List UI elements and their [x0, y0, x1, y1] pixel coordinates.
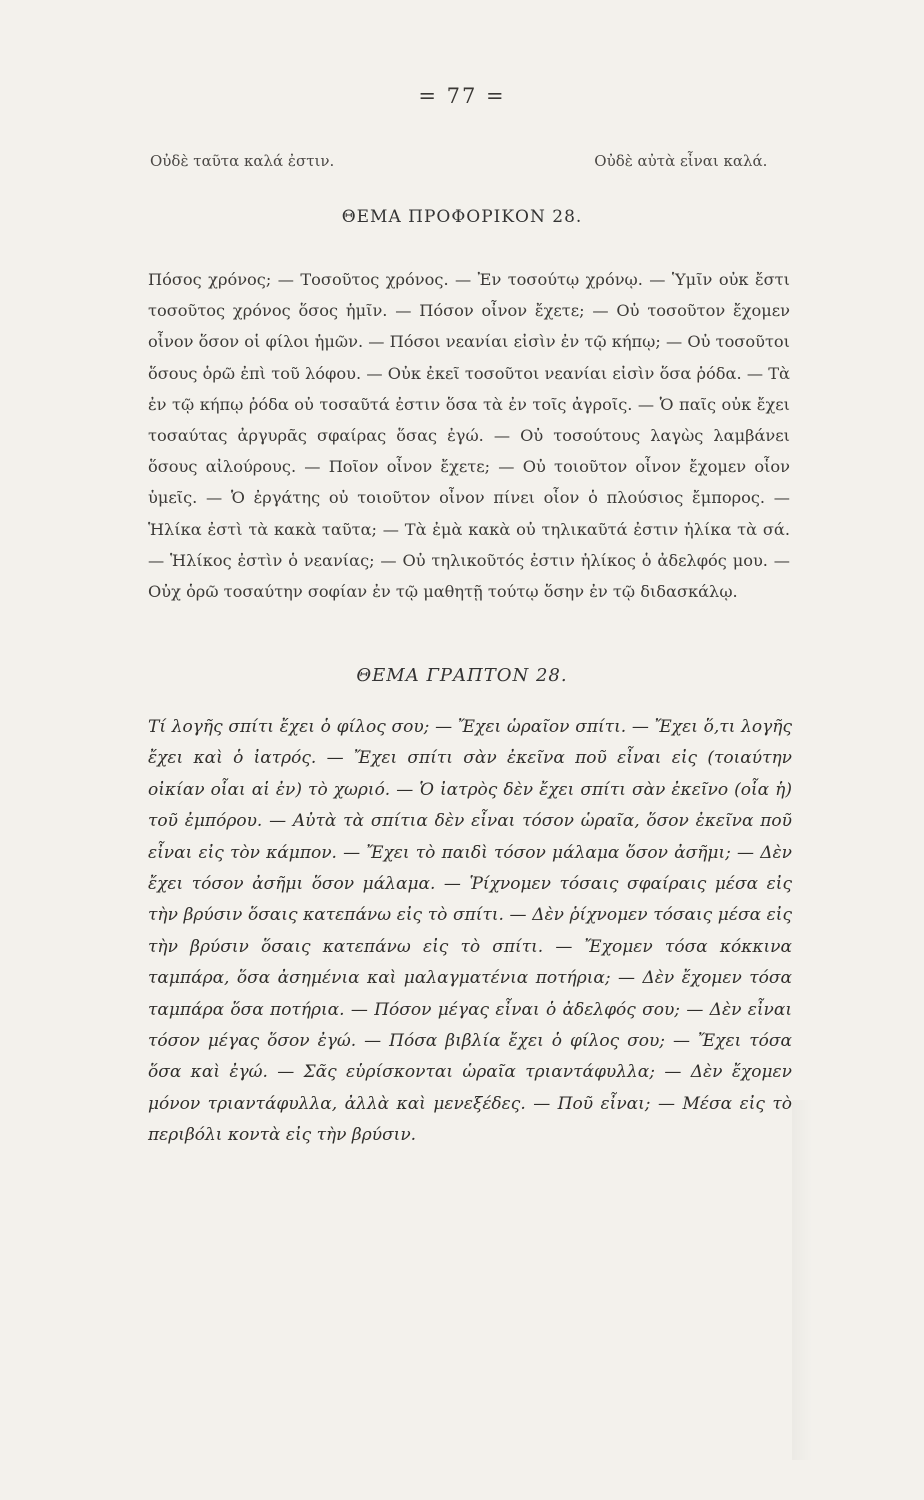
previous-exercise-right: Οὐδὲ αὐτὰ εἶναι καλά. — [594, 152, 768, 170]
page-number: = 77 = — [418, 84, 506, 108]
page-edge-shadow — [792, 1100, 812, 1460]
previous-exercise-ending — [150, 152, 790, 170]
previous-exercise-left: Οὐδὲ ταῦτα καλά ἐστιν. — [150, 152, 335, 170]
written-exercise-text: Τί λογῆς σπίτι ἔχει ὁ φίλος σου; — Ἔχει ὡραῖον σπίτι. — Ἔχει ὅ,τι λογῆς ἔχει καὶ ὁ ἰατρός. — Ἔχει σπίτι σὰν ἐκεῖνα ποῦ εἶναι εἰς (τοιαύτην οἰκίαν οἷαι αἱ ἐν) τὸ χωριό. — Ὁ ἰατρὸς δὲν ἔχει σπίτι σὰν ἐκεῖνο (οἷα ἡ) τοῦ ἐμπόρου. — Αὐτὰ τὰ σπίτια δὲν εἶναι τόσον ὡραῖα, ὅσον ἐκεῖνα ποῦ εἶναι εἰς τὸν κάμπον. — Ἔχει τὸ παιδὶ τόσον μάλαμα ὅσον ἀσῆμι; — Δὲν ἔχει τόσον ἀσῆμι ὅσον μάλαμα. — Ῥίχνομεν τόσαις σφαίραις μέσα εἰς τὴν βρύσιν ὅσαις κατεπάνω εἰς τὸ σπίτι. — Δὲν ῥίχνομεν τόσαις μέσα εἰς τὴν βρύσιν ὅσαις κατεπάνω εἰς τὸ σπίτι. — Ἔχομεν τόσα κόκκινα ταμπάρα, ὅσα ἀσημένια καὶ μαλαγματένια ποτήρια; — Δὲν ἔχομεν τόσα ταμπάρα ὅσα ποτήρια. — Πόσον μέγας εἶναι ὁ ἀδελφός σου; — Δὲν εἶναι τόσον μέγας ὅσον ἐγώ. — Πόσα βιβλία ἔχει ὁ φίλος σου; — Ἔχει τόσα ὅσα καὶ ἐγώ. — Σᾶς εὑρίσκονται ὡραῖα τριαντάφυλλα; — Δὲν ἔχομεν μόνον τριαντάφυλλα, ἀλλὰ καὶ μενεξέδες. — Ποῦ εἶναι; — Μέσα εἰς τὸ περιβόλι κοντὰ εἰς τὴν βρύσιν. — [148, 717, 792, 1146]
written-exercise-heading: ΘΕΜΑ ΓΡΑΠΤΟΝ 28. — [356, 665, 568, 686]
oral-exercise-heading: ΘΕΜΑ ΠΡΟΦΟΡΙΚΟΝ 28. — [341, 207, 583, 227]
oral-exercise-text: Πόσος χρόνος; — Τοσοῦτος χρόνος. — Ἐν τοσούτῳ χρόνῳ. — Ὑμῖν οὐκ ἔστι τοσοῦτος χρόνος ὅσος ἡμῖν. — Πόσον οἶνον ἔχετε; — Οὐ τοσοῦτον ἔχομεν οἶνον ὅσον οἱ φίλοι ἡμῶν. — Πόσοι νεανίαι εἰσὶν ἐν τῷ κήπῳ; — Οὐ τοσοῦτοι ὅσους ὁρῶ ἐπὶ τοῦ λόφου. — Οὐκ ἐκεῖ τοσοῦτοι νεανίαι εἰσὶν ὅσα ῥόδα. — Τὰ ἐν τῷ κήπῳ ῥόδα οὐ τοσαῦτά ἐστιν ὅσα τὰ ἐν τοῖς ἀγροῖς. — Ὁ παῖς οὐκ ἔχει τοσαύτας ἀργυρᾶς σφαίρας ὅσας ἐγώ. — Οὐ τοσούτους λαγὼς λαμβάνει ὅσους αἰλούρους. — Ποῖον οἶνον ἔχετε; — Οὐ τοιοῦτον οἶνον ἔχομεν οἷον ὑμεῖς. — Ὁ ἐργάτης οὐ τοιοῦτον οἶνον πίνει οἷον ὁ πλούσιος ἔμπορος. — Ἡλίκα ἐστὶ τὰ κακὰ ταῦτα; — Τὰ ἐμὰ κακὰ οὐ τηλικαῦτά ἐστιν ἡλίκα τὰ σά. — Ἡλίκος ἐστὶν ὁ νεανίας; — Οὐ τηλικοῦτός ἐστιν ἡλίκος ὁ ἀδελφός μου. — Οὐχ ὁρῶ τοσαύτην σοφίαν ἐν τῷ μαθητῇ τούτῳ ὅσην ἐν τῷ διδασκάλῳ. — [148, 270, 790, 602]
